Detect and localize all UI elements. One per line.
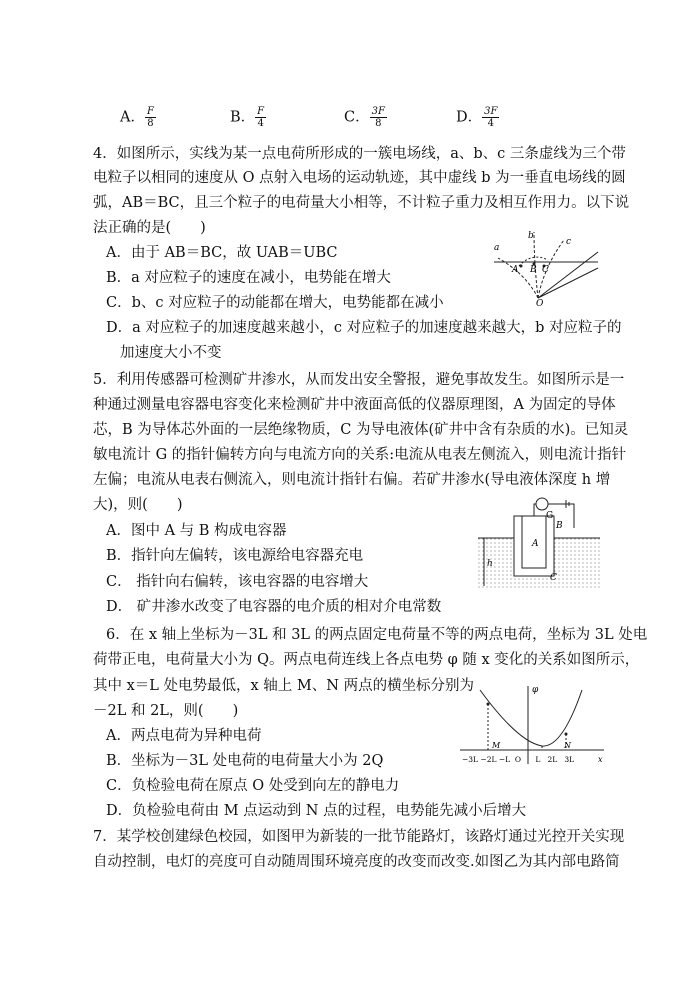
numerator: F <box>257 106 265 117</box>
q3-option-c <box>344 106 387 129</box>
q4-line-3: 弧，AB＝BC，且三个粒子的电荷量大小相等，不计粒子重力及相互作用力。以下说 <box>93 195 630 211</box>
denominator: 8 <box>147 118 154 129</box>
q6-line-1: 6．在 x 轴上坐标为－3L 和 3L 的两点固定电荷量不等的两点电荷，坐标为 3L 处电 <box>106 627 648 643</box>
q4-option-a: A．由于 AB＝BC，故 UAB＝UBC <box>106 245 338 261</box>
label-x: x <box>598 755 603 764</box>
q4-line-2: 电粒子以相同的速度从 O 点射入电场的运动轨迹，其中虚线 b 为一垂直电场线的圆 <box>93 170 626 186</box>
fraction <box>482 106 499 129</box>
q6-line-3: 其中 x＝L 处电势最低，x 轴上 M、N 两点的横坐标分别为 <box>93 678 475 694</box>
point-n <box>565 733 568 736</box>
label-B: B <box>530 265 537 275</box>
label-N: N <box>564 741 571 750</box>
option-label: C． <box>344 109 370 126</box>
denominator: 4 <box>487 118 494 129</box>
field-line <box>538 252 598 298</box>
q6-option-d: D．负检验电荷由 M 点运动到 N 点的过程，电势能先减小后增大 <box>106 803 527 819</box>
numerator: 3F <box>484 106 498 117</box>
label-C: C <box>542 265 549 275</box>
point-m <box>487 703 490 706</box>
q5-line-3: 芯，B 为导体芯外面的一层绝缘物质，C 为导电液体(矿井中含有杂质的水)。已知灵 <box>93 422 629 438</box>
label-G: G <box>546 511 554 521</box>
label-C: C <box>550 573 557 583</box>
label-A: A <box>532 539 539 549</box>
option-label: A． <box>120 109 145 126</box>
q6-option-b: B．坐标为－3L 处电荷的电荷量大小为 2Q <box>106 753 384 769</box>
q4-option-d: D．a 对应粒子的加速度越来越小，c 对应粒子的加速度越来越大，b 对应粒子的 <box>106 320 622 336</box>
label-phi: φ <box>532 685 539 695</box>
denominator: 4 <box>257 118 264 129</box>
q5-line-5: 左偏；电流从电表右侧流入，则电流计指针右偏。若矿井渗水(导电液体深度 h 增 <box>93 472 611 488</box>
option-label: D． <box>456 109 483 126</box>
fraction <box>145 106 156 129</box>
q3-option-a <box>120 106 156 129</box>
potential-curve <box>480 690 582 746</box>
q4-option-b: B．a 对应粒子的速度在减小，电势能在增大 <box>106 270 391 286</box>
q5-line-1: 5．利用传感器可检测矿井渗水，从而发出安全警报，避免事故发生。如图所示是一 <box>93 372 625 388</box>
label-B: B <box>556 521 563 531</box>
q6-option-c: C．负检验电荷在原点 O 处受到向左的静电力 <box>106 778 400 794</box>
q7-line-1: 7．某学校创建绿色校园，如图甲为新装的一批节能路灯，该路灯通过光控开关实现 <box>93 829 625 845</box>
q6-line-2: 荷带正电，电荷量大小为 Q。两点电荷连线上各点电势 φ 随 x 变化的关系如图所示， <box>93 652 640 668</box>
option-label: B． <box>230 109 256 126</box>
q4-line-4: 法正确的是( ) <box>93 220 206 236</box>
q5-capacitor-figure <box>478 494 600 590</box>
q6-line-4: －2L 和 2L，则( ) <box>93 703 239 719</box>
q5-line-6: 大)，则( ) <box>93 497 183 513</box>
label-c: c <box>566 237 572 247</box>
q6-option-a: A．两点电荷为异种电荷 <box>106 728 262 744</box>
q3-option-b <box>230 106 266 129</box>
numerator: 3F <box>371 106 385 117</box>
q3-option-d <box>456 106 499 129</box>
label-b: b <box>528 231 534 241</box>
q5-option-a: A．图中 A 与 B 构成电容器 <box>106 523 287 539</box>
label-a: a <box>494 243 500 253</box>
q4-option-d-cont: 加速度大小不变 <box>120 345 222 361</box>
q4-field-figure <box>486 222 602 306</box>
galvanometer <box>536 498 548 510</box>
fraction <box>370 106 387 129</box>
label-M: M <box>492 741 501 750</box>
label-h: h <box>487 559 493 569</box>
q5-option-d: D． 矿井渗水改变了电容器的电介质的相对介电常数 <box>106 599 442 615</box>
point-a <box>520 265 523 268</box>
q5-option-c: C． 指针向右偏转，该电容器的电容增大 <box>106 574 369 590</box>
trajectory-a <box>498 258 538 298</box>
q4-line-1: 4．如图所示，实线为某一点电荷所形成的一簇电场线，a、b、c 三条虚线为三个带 <box>93 146 626 162</box>
tick-labels: −3L −2L −L O L 2L 3L <box>462 755 575 764</box>
fraction <box>255 106 266 129</box>
q6-potential-graph <box>458 682 608 766</box>
q4-option-c: C．b、c 对应粒子的动能都在增大，电势能都在减小 <box>106 295 444 311</box>
denominator: 8 <box>375 118 382 129</box>
q7-line-2: 自动控制，电灯的亮度可自动随周围环境亮度的改变而改变.如图乙为其内部电路简 <box>93 854 620 870</box>
q5-line-4: 敏电流计 G 的指针偏转方向与电流方向的关系:电流从电表左侧流入，则电流计指针 <box>93 447 627 463</box>
q5-option-b: B．指针向左偏转，该电源给电容器充电 <box>106 548 364 564</box>
q5-line-2: 种通过测量电容器电容变化来检测矿井中液面高低的仪器原理图，A 为固定的导体 <box>93 397 616 413</box>
label-O: O <box>536 299 544 306</box>
numerator: F <box>146 106 154 117</box>
label-A: A <box>512 265 519 275</box>
